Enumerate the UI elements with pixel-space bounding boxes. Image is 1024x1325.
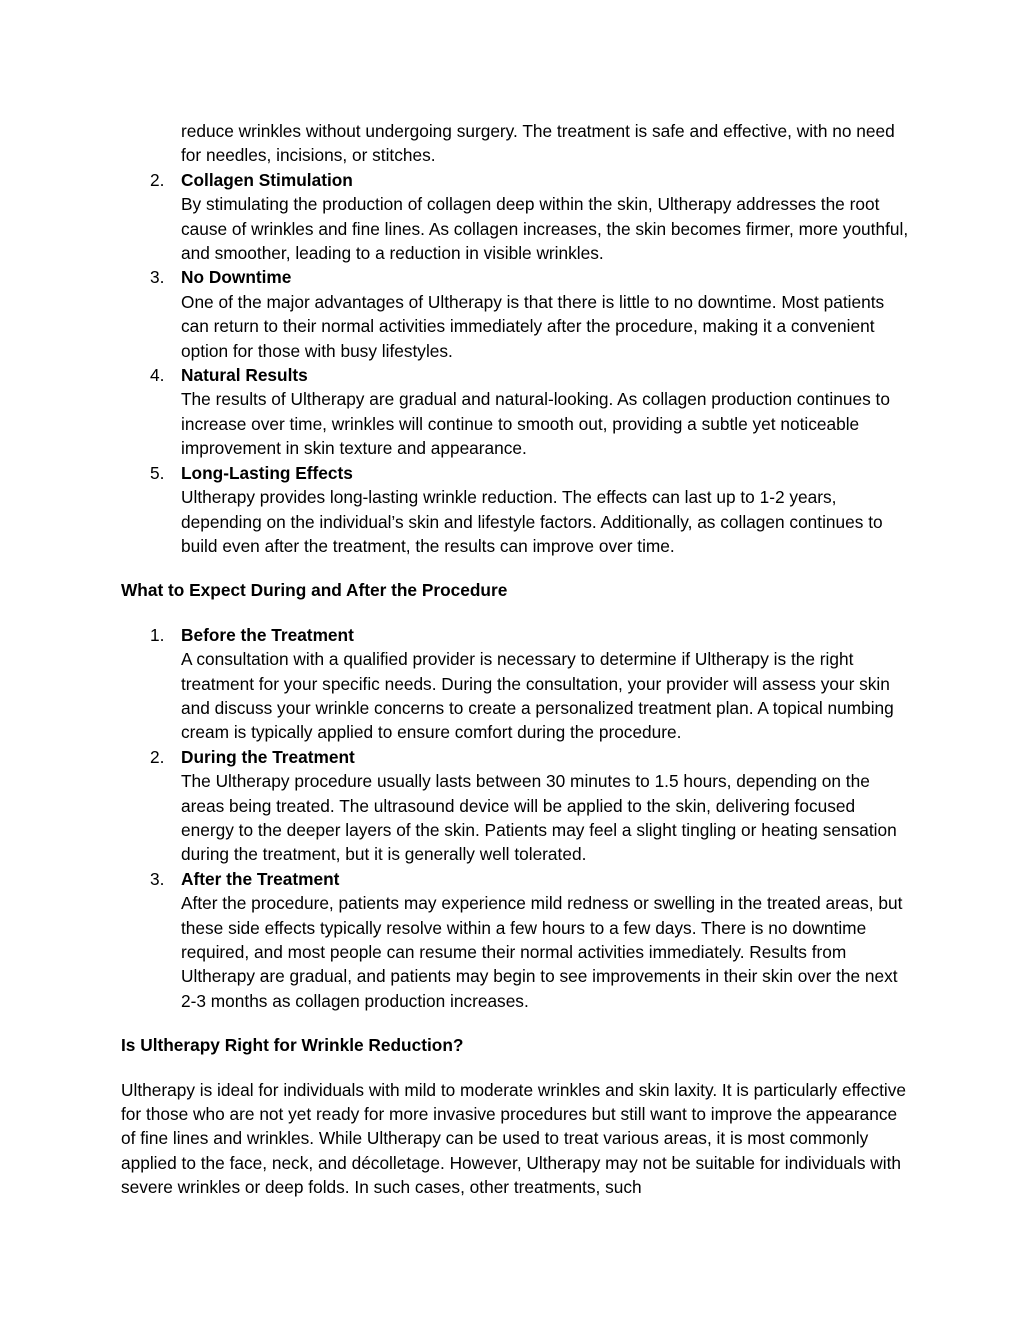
list-item-title: During the Treatment: [181, 746, 355, 767]
intro-continuation: reduce wrinkles without undergoing surgery. The treatment is safe and effective, with no need for needles, incisions, or stitches.: [181, 121, 895, 166]
document-page: [121, 119, 911, 1200]
list-item: [121, 867, 911, 1013]
list-item-body: Ultherapy provides long-lasting wrinkle reduction. The effects can last up to 1-2 years, depending on the individual’s skin and lifestyle factors. Additionally, as collagen continues to build even after the treatment, the results can improve over time.: [181, 487, 883, 556]
procedure-steps-list: [121, 623, 911, 1014]
list-item-body: By stimulating the production of collagen deep within the skin, Ultherapy addresses the root cause of wrinkles and fine lines. As collagen increases, the skin becomes firmer, more youthful, and smoother, leading to a reduction in visible wrinkles.: [181, 194, 909, 264]
list-item-title: Collagen Stimulation: [181, 169, 353, 190]
list-item-number: 5.: [150, 462, 165, 483]
list-item-title: Natural Results: [181, 365, 308, 386]
list-item: [121, 745, 911, 867]
list-item-body: After the procedure, patients may experience mild redness or swelling in the treated areas, but these side effects typically resolve within a few hours to a few days. There is no downtime required, and most people can resume their normal activities immediately. Results from Ultherapy are gradual, and patients may begin to see improvements in their skin over the next 2-3 months as collagen production increases.: [181, 893, 903, 1011]
list-item: [121, 363, 911, 461]
list-item-body: One of the major advantages of Ultherapy is that there is little to no downtime. Most patients can return to their normal activities immediately after the procedure, making it a convenient option for those with busy lifestyles.: [181, 291, 885, 361]
list-item-title: Before the Treatment: [181, 624, 354, 645]
list-item-number: 1.: [150, 624, 165, 645]
list-item: [121, 623, 911, 745]
list-item-title: After the Treatment: [181, 868, 340, 889]
list-item-number: 3.: [150, 267, 165, 288]
section-heading-expect: What to Expect During and After the Procedure: [121, 580, 508, 601]
list-item-number: 4.: [150, 365, 165, 386]
list-item-number: 2.: [150, 169, 165, 190]
benefits-list: [121, 168, 911, 559]
list-item-body: The Ultherapy procedure usually lasts between 30 minutes to 1.5 hours, depending on the areas being treated. The ultrasound device will be applied to the skin, delivering focused energy to the deeper layers of the skin. Patients may feel a slight tingling or heating sensation during the treatment, but it is generally well tolerated.: [181, 771, 897, 865]
list-item: [121, 461, 911, 559]
list-item-title: No Downtime: [181, 267, 292, 288]
section-heading-right-for: Is Ultherapy Right for Wrinkle Reduction?: [121, 1035, 464, 1056]
list-item: [121, 168, 911, 266]
list-item-number: 3.: [150, 868, 165, 889]
list-item-title: Long-Lasting Effects: [181, 462, 353, 483]
list-item-body: The results of Ultherapy are gradual and natural-looking. As collagen production continues to increase over time, wrinkles will continue to smooth out, providing a subtle yet noticeable improvement in skin texture and appearance.: [181, 389, 890, 459]
list-item: [121, 265, 911, 363]
list-item-number: 2.: [150, 746, 165, 767]
list-item-body: A consultation with a qualified provider is necessary to determine if Ultherapy is the right treatment for your specific needs. During the consultation, your provider will assess your skin and discuss your wrinkle concerns to create a personalized treatment plan. A topical numbing cream is typically applied to ensure comfort during the procedure.: [181, 649, 894, 743]
body-paragraph: Ultherapy is ideal for individuals with mild to moderate wrinkles and skin laxity. It is particularly effective for those who are not yet ready for more invasive procedures but still want to improve the appearance of fine lines and wrinkles. While Ultherapy can be used to treat various areas, it is most commonly applied to the face, neck, and décolletage. However, Ultherapy may not be suitable for individuals with severe wrinkles or deep folds. In such cases, other treatments, such: [121, 1079, 907, 1198]
